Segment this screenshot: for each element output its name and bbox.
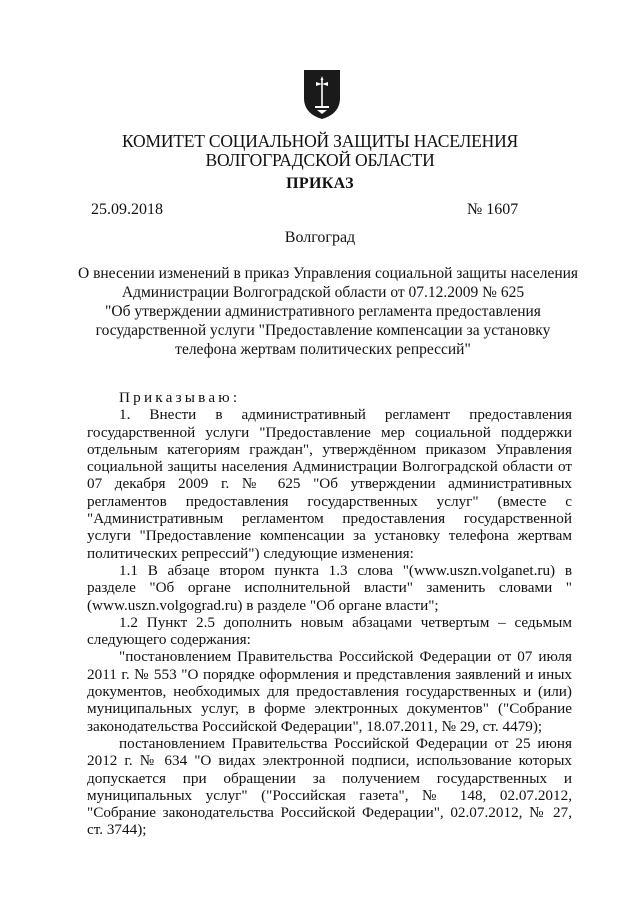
org-name-line2: ВОЛГОГРАДСКОЙ ОБЛАСТИ	[205, 150, 435, 170]
volgograd-coat-of-arms-icon	[302, 68, 342, 120]
paragraph-decree-553: "постановлением Правительства Российской Федерации от 07 июля 2011 г. № 553 "О порядке оформления и представления заявлений и иных документов, необходимых для предоставления государственных и (или) муниципальных услуг, в форме электронных документов" ("Собрание законодательства Российской Федерации", 18.07.2011, № 29, ст. 4479);	[87, 648, 572, 735]
order-word: Приказываю:	[119, 389, 241, 406]
subject-line: телефона жертвам политических репрессий"	[175, 341, 471, 358]
subject-line: Администрации Волгоградской области от 07.12.2009 № 625	[121, 284, 525, 301]
document-city: Волгоград	[284, 229, 356, 246]
paragraph-1-1: 1.1 В абзаце втором пункта 1.3 слова "(www.uszn.volganet.ru) в разделе "Об органе исполнительной власти" заменить словами "(www.uszn.volgograd.ru) в разделе "Об органе власти";	[87, 561, 572, 614]
paragraph-decree-634: постановлением Правительства Российской Федерации от 25 июня 2012 г. № 634 "О видах электронной подписи, использование которых допускается при обращении за получением государственных и муниципальных услуг" ("Российская газета", № 148, 02.07.2012, "Собрание законодательства Российской Федерации", 02.07.2012, № 27, ст. 3744);	[87, 734, 572, 839]
document-body	[87, 389, 572, 839]
document-number: № 1607	[467, 201, 519, 218]
subject-line: государственной услуги "Предоставление компенсации за установку	[95, 322, 551, 339]
document-date: 25.09.2018	[91, 201, 163, 218]
subject-line: "Об утверждении административного регламента предоставления	[105, 303, 541, 320]
org-name-line1: КОМИТЕТ СОЦИАЛЬНОЙ ЗАЩИТЫ НАСЕЛЕНИЯ	[121, 131, 518, 151]
document-type: ПРИКАЗ	[286, 175, 354, 192]
subject-line: О внесении изменений в приказ Управления социальной защиты населения	[78, 265, 579, 282]
paragraph-1: 1. Внести в административный регламент предоставления государственной услуги "Предоставление мер социальной поддержки отдельным категориям граждан", утверждённом приказом Управления социальной защиты населения Администрации Волгоградской области от 07 декабря 2009 г. № 625 "Об утверждении административных регламентов предоставления государственных услуг" (вместе с "Административным регламентом предоставления государственной услуги "Предоставление компенсации за установку телефона жертвам политических репрессий") следующие изменения:	[87, 406, 572, 562]
paragraph-1-2: 1.2 Пункт 2.5 дополнить новым абзацами четвертым – седьмым следующего содержания:	[87, 613, 572, 649]
document-subject	[78, 264, 579, 359]
